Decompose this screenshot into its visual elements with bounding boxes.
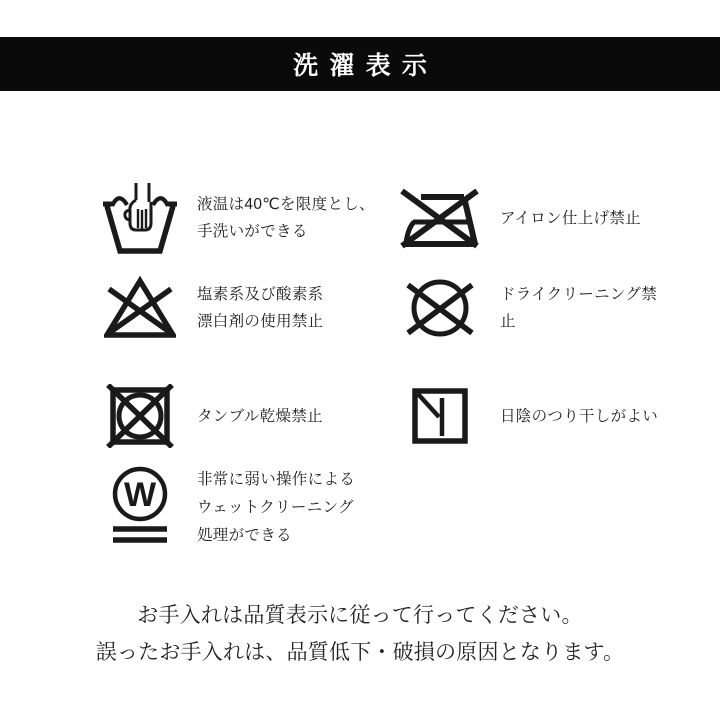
care-item-wet-cleaning <box>100 465 400 551</box>
wet-clean-circle-w-icon <box>109 466 171 550</box>
care-item-no-tumble-dry <box>100 385 400 447</box>
care-item-label: 塩素系及び酸素系 漂白剤の使用禁止 <box>197 286 324 330</box>
wet-clean-letter: W <box>123 476 157 514</box>
care-item-no-ironing <box>400 180 670 256</box>
care-item-shade-line-dry <box>400 385 670 447</box>
iron-crossed-icon <box>400 185 480 251</box>
tumble-dry-crossed-icon <box>106 384 174 448</box>
care-item-no-bleach <box>100 275 400 341</box>
care-item-label: 日陰のつり干しがよい <box>500 407 659 425</box>
icon-box <box>100 181 180 255</box>
icon-box <box>100 384 180 448</box>
page-title: 洗濯表示 <box>293 52 439 80</box>
care-row <box>100 275 670 341</box>
care-row <box>100 180 670 256</box>
icon-box <box>400 185 480 251</box>
icon-box <box>400 277 480 339</box>
icon-box <box>100 466 180 550</box>
hand-wash-tub-icon <box>100 181 180 255</box>
bleach-triangle-crossed-icon <box>104 276 176 340</box>
icon-box <box>400 387 480 445</box>
care-item-label: タンブル乾燥禁止 <box>197 407 323 425</box>
header-bar <box>0 37 720 91</box>
shade-line-dry-icon <box>411 387 469 445</box>
empty-cell <box>400 465 670 551</box>
care-note-line-2: 誤ったお手入れは、品質低下・破損の原因となります。 <box>95 640 625 664</box>
care-row <box>100 465 670 551</box>
care-note <box>0 597 720 671</box>
icon-box <box>100 276 180 340</box>
care-note-line-1: お手入れは品質表示に従って行ってください。 <box>137 603 583 627</box>
care-item-label: アイロン仕上げ禁止 <box>500 209 641 227</box>
care-item-label: 非常に弱い操作による ウェットクリーニング 処理ができる <box>197 471 356 544</box>
dry-clean-circle-crossed-icon <box>404 277 476 339</box>
care-item-label: ドライクリーニング禁止 <box>500 286 658 330</box>
care-item-no-dry-cleaning <box>400 275 670 341</box>
care-item-label: 液温は40℃を限度とし、 手洗いができる <box>197 196 375 240</box>
care-row <box>100 385 670 447</box>
care-item-hand-wash <box>100 180 400 256</box>
care-symbol-grid <box>100 180 670 551</box>
